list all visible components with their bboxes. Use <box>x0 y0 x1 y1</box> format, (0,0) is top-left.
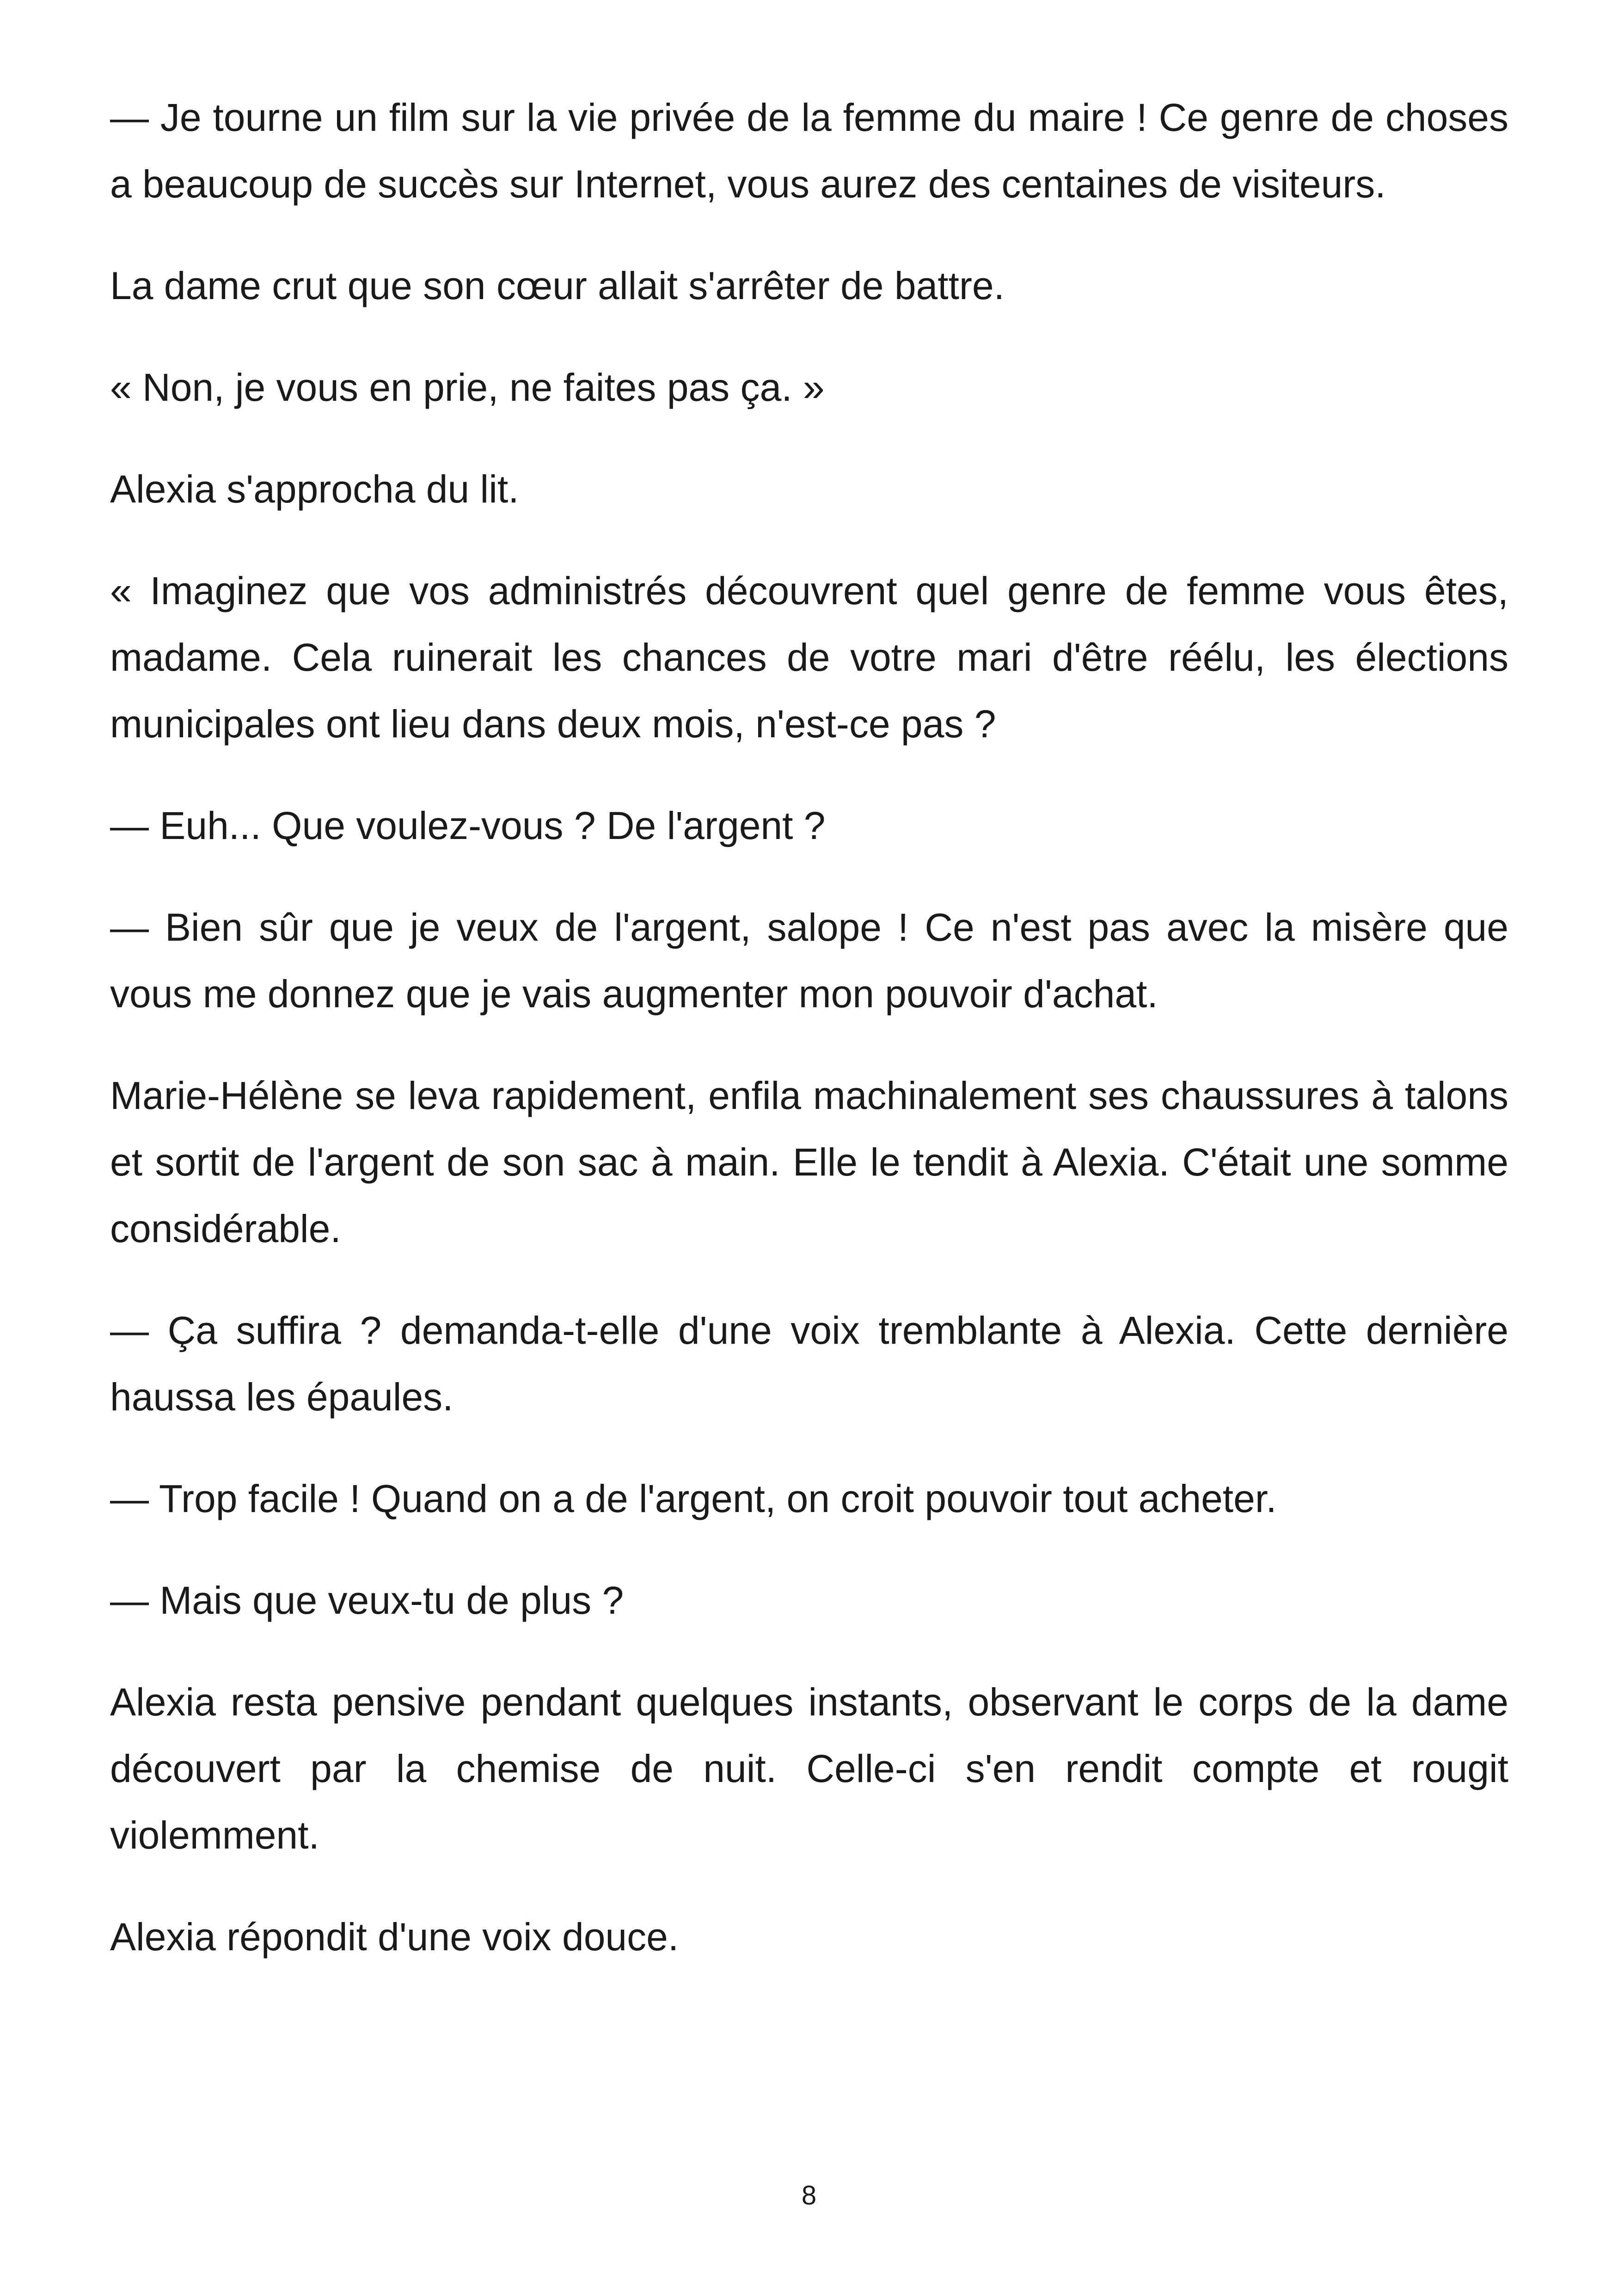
paragraph: Alexia s'approcha du lit. <box>110 467 519 511</box>
paragraph: Alexia resta pensive pendant quelques instants, observant le corps de la dame découvert par la chemise de nuit. Celle-ci s'en rendit compte et rougit violemment. <box>110 1680 1508 1857</box>
page-number: 8 <box>801 2180 817 2210</box>
paragraph: Marie-Hélène se leva rapidement, enfila machinalement ses chaussures à talons et sortit de l'argent de son sac à main. Elle le tendit à Alexia. C'était une somme considérable. <box>110 1074 1508 1250</box>
paragraph: — Ça suffira ? demanda-t-elle d'une voix tremblante à Alexia. Cette dernière haussa les épaules. <box>110 1309 1508 1419</box>
paragraph: — Bien sûr que je veux de l'argent, salope ! Ce n'est pas avec la misère que vous me donnez que je vais augmenter mon pouvoir d'achat. <box>110 906 1508 1016</box>
paragraph: — Mais que veux-tu de plus ? <box>110 1579 624 1622</box>
paragraph: — Trop facile ! Quand on a de l'argent, on croit pouvoir tout acheter. <box>110 1477 1277 1520</box>
paragraph: La dame crut que son cœur allait s'arrêter de battre. <box>110 264 1005 307</box>
paragraph: « Non, je vous en prie, ne faites pas ça. » <box>110 366 825 409</box>
body-text <box>110 84 1508 2005</box>
paragraph: — Je tourne un film sur la vie privée de la femme du maire ! Ce genre de choses a beaucoup de succès sur Internet, vous aurez des centaines de visiteurs. <box>110 96 1508 206</box>
paragraph: « Imaginez que vos administrés découvrent quel genre de femme vous êtes, madame. Cela ruinerait les chances de votre mari d'être réélu, les élections municipales ont lieu dans deux mois, n'est-ce pas ? <box>110 569 1508 746</box>
paragraph: — Euh... Que voulez-vous ? De l'argent ? <box>110 804 826 847</box>
paragraph: Alexia répondit d'une voix douce. <box>110 1915 679 1959</box>
